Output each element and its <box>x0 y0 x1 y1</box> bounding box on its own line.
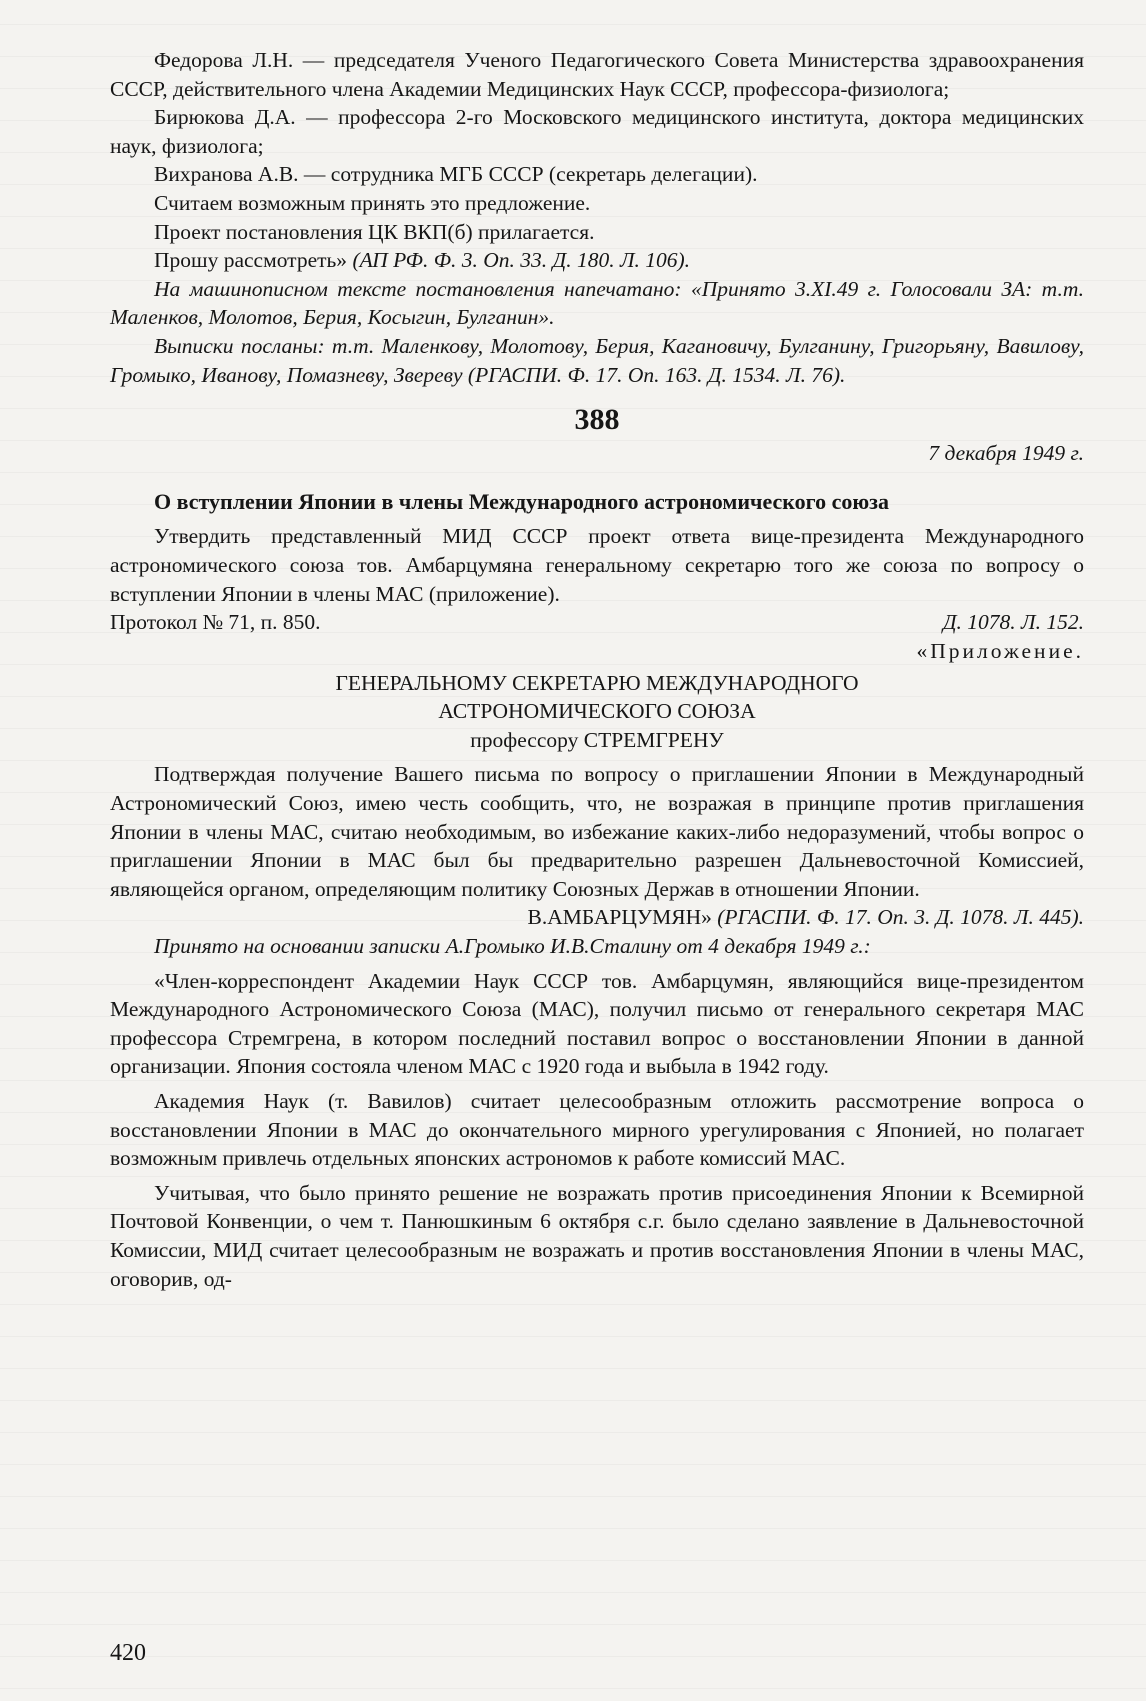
protocol-case-reference: Д. 1078. Л. 152. <box>942 610 1084 635</box>
document-heading: О вступлении Японии в члены Международного астрономического союза <box>154 488 889 514</box>
protocol-line <box>110 608 1084 637</box>
paragraph-approve: Утвердить представленный МИД СССР проект ответа вице-президента Международного астрономического союза тов. Амбарцумяна генеральному секретарю того же союза по вопросу о вступлении Японии в члены МАС (приложение). <box>110 524 1084 606</box>
signature-archive-reference: (РГАСПИ. Ф. 17. Оп. 3. Д. 1078. Л. 445). <box>717 905 1084 930</box>
paragraph-ambartsumyan-letter: «Член-корреспондент Академии Наук СССР тов. Амбарцумян, являющийся вице-президентом Международного Астрономического Союза (МАС), получил письмо от генерального секретаря МАС профессора Стремгрена, в котором последний поставил вопрос о восстановлении Японии в данной организации. Япония состояла членом МАС с 1920 года и выбыла в 1942 году. <box>110 968 1084 1079</box>
text-column <box>110 46 1084 1293</box>
document-date: 7 декабря 1949 г. <box>928 441 1084 466</box>
paragraph-mid-position: Учитывая, что было принято решение не возражать против присоединения Японии к Всемирной Почтовой Конвенции, о чем т. Панюшкиным 6 октября с.г. было сделано заявление в Дальневосточной Комиссии, МИД считает целесообразным не возражать и против восстановления Японии в члены МАС, оговорив, од- <box>110 1180 1084 1291</box>
signature-line <box>110 903 1084 932</box>
paragraph-vikhranov: Вихранова А.В. — сотрудника МГБ СССР (секретарь делегации). <box>154 162 758 187</box>
page-number: 420 <box>110 1640 146 1666</box>
archive-reference: (АП РФ. Ф. 3. Оп. 33. Д. 180. Л. 106). <box>352 248 691 273</box>
addressee-line-1: ГЕНЕРАЛЬНОМУ СЕКРЕТАРЮ МЕЖДУНАРОДНОГО <box>335 671 859 696</box>
paragraph-letter-body: Подтверждая получение Вашего письма по вопросу о приглашении Японии в Международный Астрономический Союз, имею честь сообщить, что, не возражая в принципе против приглашения Японии в члены МАС, считаю необходимым, во избежание каких-либо недоразумений, чтобы вопрос о приглашении Японии в МАС был бы предварительно разрешен Дальневосточной Комиссией, являющейся органом, определяющим политику Союзных Держав в отношении Японии. <box>110 762 1084 901</box>
paragraph-extracts-sent: Выписки посланы: т.т. Маленкову, Молотову, Берия, Кагановичу, Булганину, Григорьяну, Вавилову, Громыко, Иванову, Помазневу, Звереву (РГАСПИ. Ф. 17. Оп. 163. Д. 1534. Л. 76). <box>110 333 1084 387</box>
addressee-line-2: АСТРОНОМИЧЕСКОГО СОЮЗА <box>438 699 756 724</box>
paragraph-fedorova: Федорова Л.Н. — председателя Ученого Педагогического Совета Министерства здравоохранения СССР, действительного члена Академии Медицинских Наук СССР, профессора-физиолога; <box>110 48 1084 101</box>
document-number: 388 <box>574 403 620 437</box>
request-text: Прошу рассмотреть» <box>154 248 353 273</box>
paragraph-adopted-basis: Принято на основании записки А.Громыко И.В.Сталину от 4 декабря 1949 г.: <box>154 934 871 959</box>
protocol-number: Протокол № 71, п. 850. <box>110 610 321 635</box>
paragraph-draft-attached: Проект постановления ЦК ВКП(б) прилагается. <box>154 219 595 244</box>
paragraph-consider: Считаем возможным принять это предложение. <box>154 190 591 215</box>
paragraph-biryukov: Бирюкова Д.А. — профессора 2-го Московского медицинского института, доктора медицинских наук, физиолога; <box>110 105 1084 158</box>
paragraph-request <box>110 246 1084 275</box>
signature-name: В.АМБАРЦУМЯН» <box>527 905 718 930</box>
paragraph-typed-note: На машинописном тексте постановления напечатано: «Принято 3.XI.49 г. Голосовали ЗА: т.т. Маленков, Молотов, Берия, Косыгин, Булганин». <box>110 276 1084 330</box>
addressee-line-3: профессору СТРЕМГРЕНУ <box>470 727 724 752</box>
paragraph-academy-position: Академия Наук (т. Вавилов) считает целесообразным отложить рассмотрение вопроса о восстановлении Японии в МАС до окончательного мирного урегулирования с Японией, но полагает возможным привлечь отдельных японских астрономов к работе комиссий МАС. <box>110 1089 1084 1171</box>
appendix-label: «Приложение. <box>916 638 1084 663</box>
